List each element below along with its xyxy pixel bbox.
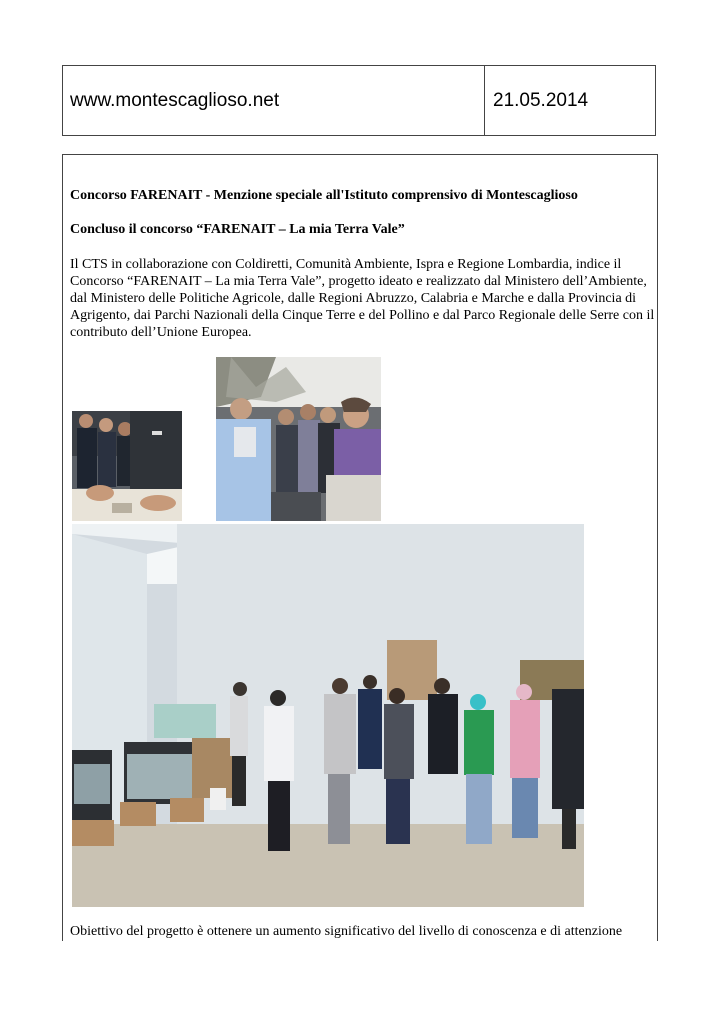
photo-students-hands — [72, 411, 182, 521]
site-url: www.montescaglioso.net — [63, 66, 485, 135]
article-subtitle: Concluso il concorso “FARENAIT – La mia Terra Vale” — [70, 222, 405, 237]
page-header — [62, 65, 656, 136]
article-body — [62, 154, 658, 941]
article-closing-line: Obiettivo del progetto è ottenere un aumento significativo del livello di conoscenza e di attenzione — [70, 924, 623, 939]
article-paragraph: Il CTS in collaborazione con Coldiretti, Comunità Ambiente, Ispra e Regione Lombardia, indice il Concorso “FARENAIT – La mia Terra Vale”, progetto ideato e realizzato dal Ministero dell’Ambiente, dal Ministero delle Politiche Agricole, dalle Regioni Abruzzo, Calabria e Marche e dalla Provincia di Agrigento, dai Parchi Nazionali della Cinque Terre e del Pollino e dal Parco Regionale delle Serre con il contributo dell’Unione Europea. — [70, 257, 655, 340]
photo-outdoor-group — [216, 357, 381, 521]
photo-indoor-exhibition — [72, 524, 584, 907]
publish-date: 21.05.2014 — [493, 89, 589, 111]
article-title: Concorso FARENAIT - Menzione speciale all'Istituto comprensivo di Montescaglioso — [70, 188, 578, 203]
